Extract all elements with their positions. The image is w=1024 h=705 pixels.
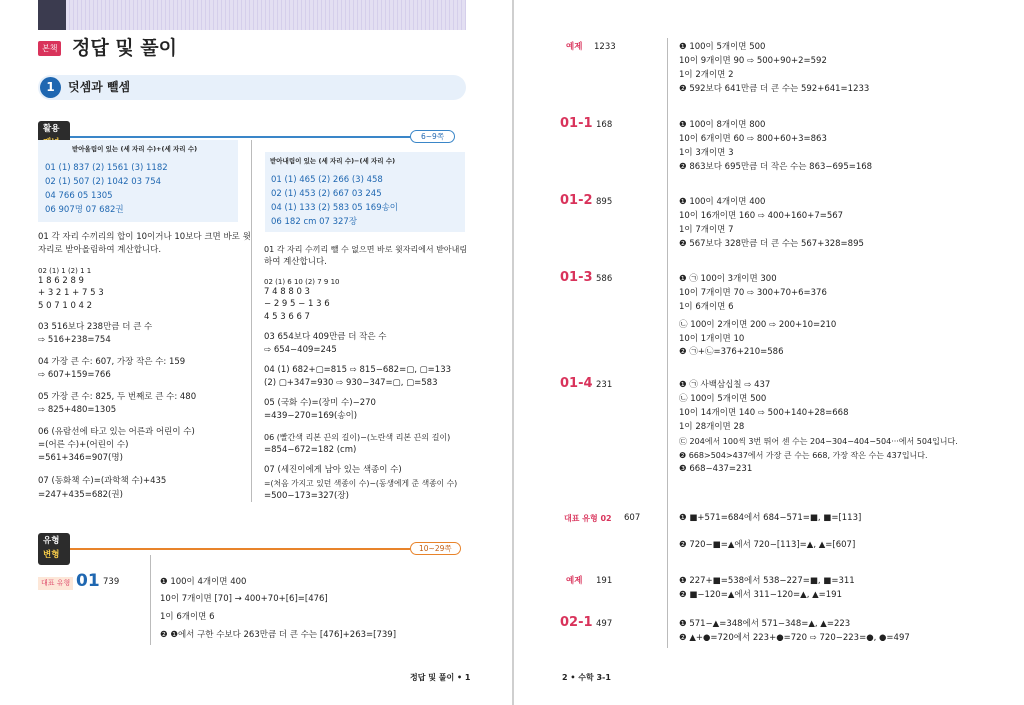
block-answer: 895 <box>596 197 613 207</box>
right-page <box>514 0 1024 705</box>
block-line: ❷ ㉠+㉡=376+210=586 <box>679 347 784 357</box>
rep-line: ❷ ❶에서 구한 수보다 263만큼 더 큰 수는 [476]+263=[739] <box>160 630 397 640</box>
block-answer: 1233 <box>594 42 616 52</box>
right-footer: 2 • 수학 3-1 <box>562 673 611 682</box>
section1-pages: 6~9쪽 <box>410 130 455 143</box>
rep-number: 01 <box>76 571 100 591</box>
sol-line: 03 516보다 238만큼 더 큰 수 <box>38 322 153 332</box>
rep-line: ❶ 100이 4개이면 400 <box>160 577 247 587</box>
block-line: 10이 6개이면 60 ⇨ 800+60+3=863 <box>679 134 827 144</box>
section1-label-1: 활용 <box>43 124 60 134</box>
sol-line: 07 (동화책 수)=(과학책 수)+435 <box>38 476 167 486</box>
block-label: 01-1 <box>560 116 593 131</box>
sol-line: + 3 2 1 + 7 5 3 <box>38 288 104 298</box>
sol-line: 03 654보다 409만큼 더 작은 수 <box>264 332 387 342</box>
block-line: 1이 28개이면 28 <box>679 422 745 432</box>
box1-title: 받아올림이 있는 (세 자리 수)+(세 자리 수) <box>72 145 198 153</box>
sol-line: 07 (세진이에게 남아 있는 색종이 수) <box>264 465 402 475</box>
block-line: ❶ ㉠ 사백삼십칠 ⇨ 437 <box>679 380 771 390</box>
right-divider <box>667 38 668 648</box>
block-line: ❶ 227+■=538에서 538−227=■, ■=311 <box>679 576 855 586</box>
block-line: 10이 7개이면 70 ⇨ 300+70+6=376 <box>679 288 827 298</box>
block-line: ❷ ▲+●=720에서 223+●=720 ⇨ 720−223=●, ●=497 <box>679 633 910 643</box>
sol-line: 01 각 자리 수끼리의 합이 10이거나 10보다 크면 바로 윗 <box>38 232 251 242</box>
block-label: 01-2 <box>560 193 593 208</box>
sol-line: =500−173=327(장) <box>264 491 349 501</box>
sol-line: 05 (국화 수)=(장미 수)−270 <box>264 398 376 408</box>
sol-line: 02 (1) 6 10 (2) 7 9 10 <box>264 278 340 286</box>
sol-line: (2) ▢+347=930 ⇨ 930−347=▢, ▢=583 <box>264 378 438 388</box>
page-title: 정답 및 풀이 <box>72 37 177 59</box>
sol-line: =854−672=182 (cm) <box>264 445 357 455</box>
block-line: ❷ 592보다 641만큼 더 큰 수는 592+641=1233 <box>679 84 870 94</box>
box2-title: 받아내림이 있는 (세 자리 수)−(세 자리 수) <box>270 157 396 165</box>
sol-line: 7 4 8 8 0 3 <box>264 287 310 297</box>
box1-line: 01 (1) 837 (2) 1561 (3) 1182 <box>45 163 168 173</box>
block-line: ㉡ 100이 2개이면 200 ⇨ 200+10=210 <box>679 320 837 330</box>
block-line: ❶ 571−▲=348에서 571−348=▲, ▲=223 <box>679 619 851 629</box>
block-line: ❷ 863보다 695만큼 더 작은 수는 863−695=168 <box>679 162 873 172</box>
block-label: 01-4 <box>560 376 593 391</box>
header-dark-bar <box>38 0 66 30</box>
box2-line: 02 (1) 453 (2) 667 03 245 <box>271 189 382 199</box>
block-line: 10이 14개이면 140 ⇨ 500+140+28=668 <box>679 408 849 418</box>
block-line: 1이 2개이면 2 <box>679 70 734 80</box>
sol-line: 04 가장 큰 수: 607, 가장 작은 수: 159 <box>38 357 186 367</box>
sol-line: 05 가장 큰 수: 825, 두 번째로 큰 수: 480 <box>38 392 197 402</box>
block-line: ❷ ■−120=▲에서 311−120=▲, ▲=191 <box>679 590 842 600</box>
sol-line: =(어른 수)+(어린이 수) <box>38 440 129 450</box>
left-footer: 정답 및 풀이 • 1 <box>410 673 471 682</box>
sol-line: =247+435=682(권) <box>38 490 123 500</box>
box2-line: 01 (1) 465 (2) 266 (3) 458 <box>271 175 383 185</box>
block-answer: 586 <box>596 274 613 284</box>
rep-label: 대표 유형 <box>38 577 73 590</box>
sol-line: ⇨ 516+238=754 <box>38 335 111 345</box>
box2-line: 04 (1) 133 (2) 583 05 169송이 <box>271 203 399 213</box>
sol-line: 1 8 6 2 8 9 <box>38 276 84 286</box>
box2-line: 06 182 cm 07 327장 <box>271 217 358 227</box>
sol-line: ⇨ 607+159=766 <box>38 370 111 380</box>
sol-line: 4 5 3 6 6 7 <box>264 312 310 322</box>
block-line: ❶ 100이 5개이면 500 <box>679 42 766 52</box>
block-line: ❸ 668−437=231 <box>679 464 753 474</box>
block-line: ❷ 668>504>437에서 가장 큰 수는 668, 가장 작은 수는 437입니다. <box>679 451 928 460</box>
block-line: 1이 3개이면 3 <box>679 148 734 158</box>
sol-line: 06 (유람선에 타고 있는 어른과 어린이 수) <box>38 427 195 437</box>
block-line: ㉢ 204에서 100씩 3번 뛰어 센 수는 204−304−404−504···에서 504입니다. <box>679 437 958 446</box>
unit-title: 덧셈과 뺄셈 <box>68 80 131 94</box>
sol-line: 01 각 자리 수끼리 뺄 수 없으면 바로 윗자리에서 받아내림 <box>264 245 468 254</box>
section2-pages: 10~29쪽 <box>410 542 461 555</box>
box1-line: 06 907명 07 682권 <box>45 205 124 215</box>
sol-line: 04 (1) 682+▢=815 ⇨ 815−682=▢, ▢=133 <box>264 365 452 375</box>
block-line: 10이 1개이면 10 <box>679 334 745 344</box>
sol-line: ⇨ 825+480=1305 <box>38 405 117 415</box>
section-badge: 본책 <box>38 41 61 56</box>
block-answer: 231 <box>596 380 613 390</box>
block-answer: 168 <box>596 120 613 130</box>
sol-line: =439−270=169(송이) <box>264 411 358 421</box>
block-answer: 497 <box>596 619 613 629</box>
box1-line: 02 (1) 507 (2) 1042 03 754 <box>45 177 162 187</box>
sol-line: =(처음 가지고 있던 색종이 수)−(동생에게 준 색종이 수) <box>264 479 458 488</box>
block-answer: 607 <box>624 513 641 523</box>
block-line: ❶ ■+571=684에서 684−571=■, ■=[113] <box>679 513 862 523</box>
rep-divider <box>150 555 151 645</box>
unit-number: 1 <box>40 77 61 98</box>
sol-line: =561+346=907(명) <box>38 453 123 463</box>
block-line: ㉡ 100이 5개이면 500 <box>679 394 767 404</box>
block-label: 01-3 <box>560 270 593 285</box>
sol-line: 5 0 7 1 0 4 2 <box>38 301 93 311</box>
sol-line: 자리로 받아올림하여 계산합니다. <box>38 245 162 255</box>
block-line: ❶ ㉠ 100이 3개이면 300 <box>679 274 777 284</box>
block-label: 예제 <box>566 42 583 52</box>
block-label: 02-1 <box>560 615 593 630</box>
section2-label-2: 변형 <box>43 550 60 560</box>
sol-line: 02 (1) 1 (2) 1 1 <box>38 267 92 275</box>
sol-line: ⇨ 654−409=245 <box>264 345 337 355</box>
block-answer: 191 <box>596 576 613 586</box>
block-line: ❶ 100이 8개이면 800 <box>679 120 766 130</box>
sol-line: 하여 계산합니다. <box>264 257 327 267</box>
section2-label-1: 유형 <box>43 536 60 546</box>
block-line: ❶ 100이 4개이면 400 <box>679 197 766 207</box>
block-label: 대표 유형 02 <box>564 514 612 523</box>
block-line: ❷ 567보다 328만큼 더 큰 수는 567+328=895 <box>679 239 864 249</box>
section1-rule <box>70 136 410 138</box>
rep-line: 1이 6개이면 6 <box>160 612 215 622</box>
box1-line: 04 766 05 1305 <box>45 191 113 201</box>
column-divider <box>251 140 252 502</box>
rep-answer: 739 <box>103 577 120 587</box>
block-line: ❷ 720−■=▲에서 720−[113]=▲, ▲=[607] <box>679 540 856 550</box>
sol-line: − 2 9 5 − 1 3 6 <box>264 299 330 309</box>
header-band <box>38 0 466 30</box>
rep-line: 10이 7개이면 [70] → 400+70+[6]=[476] <box>160 594 328 604</box>
section2-rule <box>70 548 410 550</box>
block-line: 10이 9개이면 90 ⇨ 500+90+2=592 <box>679 56 827 66</box>
block-line: 1이 6개이면 6 <box>679 302 734 312</box>
block-line: 1이 7개이면 7 <box>679 225 734 235</box>
block-label: 예제 <box>566 576 583 586</box>
sol-line: 06 (빨간색 리본 끈의 길이)−(노란색 리본 끈의 길이) <box>264 433 451 442</box>
block-line: 10이 16개이면 160 ⇨ 400+160+7=567 <box>679 211 844 221</box>
